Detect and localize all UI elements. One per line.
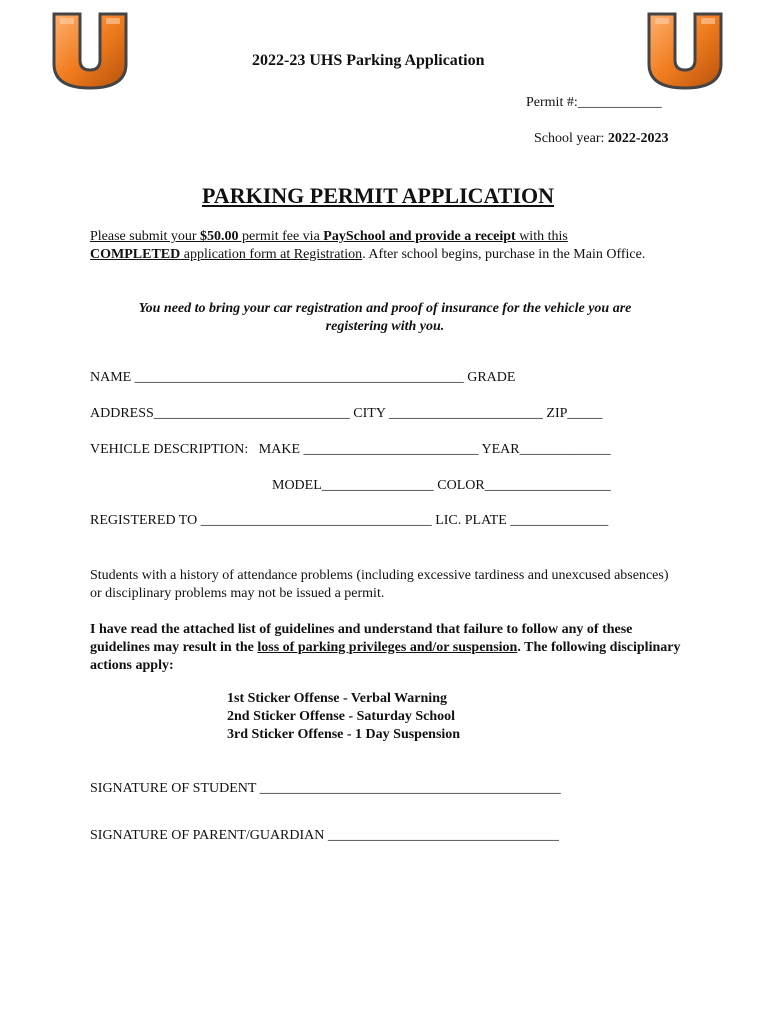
offense-item: 3rd Sticker Offense - 1 Day Suspension [227,727,461,742]
completed-text: COMPLETED [90,247,181,262]
parent-signature-field[interactable]: SIGNATURE OF PARENT/GUARDIAN _________________________________ [90,828,559,843]
insurance-notice: You need to bring your car registration and proof of insurance for the vehicle you are registering with you. [138,301,632,334]
application-title: 2022-23 UHS Parking Application [252,52,485,69]
name-grade-field[interactable]: NAME _______________________________________________ GRADE [90,370,516,385]
student-signature-field[interactable]: SIGNATURE OF STUDENT ___________________________________________ [90,781,561,796]
offense-item: 2nd Sticker Offense - Saturday School [227,709,456,724]
payschool-text: PaySchool and provide a receipt [323,229,516,244]
permit-fee: $50.00 [200,229,239,244]
school-year [534,131,669,147]
school-logo-left [50,10,130,90]
agreement-text-2: . The following disciplinary actions apply: [90,640,681,673]
intro-text-4: application form at Registration [180,247,363,262]
intro-text-5: . After school begins, purchase in the Main Office. [362,247,646,262]
vehicle-model-color-field[interactable]: MODEL________________ COLOR__________________ [272,478,611,493]
school-logo-right [645,10,725,90]
agreement-consequence: loss of parking privileges and/or suspension [257,640,518,655]
offense-item: 1st Sticker Offense - Verbal Warning [227,691,447,706]
registered-plate-field[interactable]: REGISTERED TO _________________________________ LIC. PLATE ______________ [90,513,609,528]
permit-number-field[interactable]: Permit #:____________ [526,95,662,110]
intro-text-3: with this [515,229,568,244]
vehicle-make-year-field[interactable]: VEHICLE DESCRIPTION: MAKE _________________________ YEAR_____________ [90,442,611,457]
page-heading: PARKING PERMIT APPLICATION [202,183,555,208]
address-city-zip-field[interactable]: ADDRESS____________________________ CITY ______________________ ZIP_____ [90,406,603,421]
intro-paragraph [90,228,660,264]
agreement-text-1: I have read the attached list of guidelines and understand that failure to follow any of these guidelines may result in the [90,622,633,655]
school-year-value: 2022-2023 [607,131,669,146]
school-year-label: School year: [534,131,608,146]
agreement-paragraph [90,621,685,675]
intro-text-1: Please submit your [90,229,201,244]
history-note: Students with a history of attendance problems (including excessive tardiness and unexcused absences) or disciplinary problems may not be issued a permit. [90,568,669,601]
intro-text-2: permit fee via [238,229,324,244]
